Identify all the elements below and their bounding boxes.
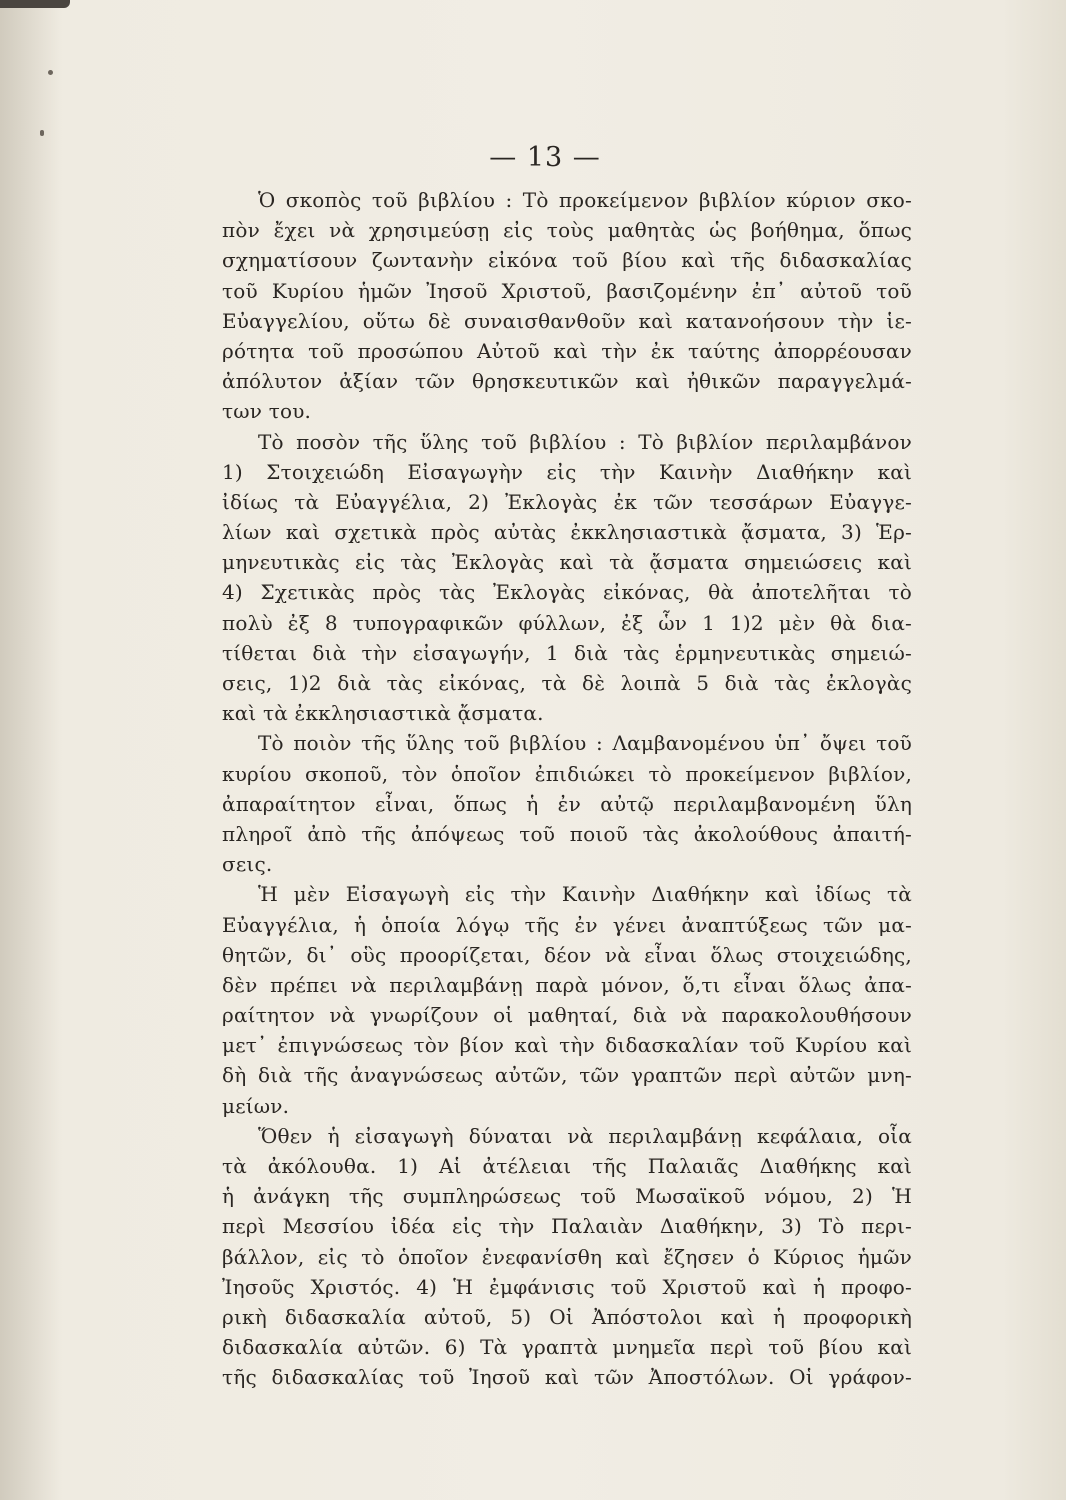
text-line: δὴ διὰ τῆς ἀναγνώσεως αὐτῶν, τῶν γραπτῶν περὶ αὐτῶν μνη- (222, 1063, 912, 1088)
text-line: μηνευτικὰς εἰς τὰς Ἐκλογὰς καὶ τὰ ᾄσματα σημειώσεις καὶ (222, 550, 912, 575)
text-line: τῆς διδασκαλίας τοῦ Ἰησοῦ καὶ τῶν Ἀποστόλων. Οἱ γράφον- (222, 1365, 912, 1390)
text-line: δὲν πρέπει νὰ περιλαμβάνῃ παρὰ μόνον, ὅ,τι εἶναι ὅλως ἀπα- (222, 972, 912, 997)
text-line: Εὐαγγελίου, οὕτω δὲ συναισθανθοῦν καὶ κατανοήσουν τὴν ἱε- (222, 308, 912, 333)
text-line: ἀπαραίτητον εἶναι, ὅπως ἡ ἐν αὐτῷ περιλαμβανομένη ὕλη (222, 791, 912, 816)
page-number: — 13 — (489, 142, 601, 173)
text-line: ἡ ἀνάγκη τῆς συμπληρώσεως τοῦ Μωσαϊκοῦ νόμου, 2) Ἡ (222, 1184, 912, 1209)
text-line: πληροῖ ἀπὸ τῆς ἀπόψεως τοῦ ποιοῦ τὰς ἀκολούθους ἀπαιτή- (222, 821, 912, 846)
text-line: μείων. (222, 1093, 290, 1118)
text-line: Τὸ ποιὸν τῆς ὕλης τοῦ βιβλίου : Λαμβανομένου ὑπ᾽ ὄψει τοῦ (258, 731, 912, 756)
text-line: Εὐαγγέλια, ἡ ὁποία λόγῳ τῆς ἐν γένει ἀναπτύξεως τῶν μα- (222, 912, 912, 937)
text-line: πολὺ ἐξ 8 τυπογραφικῶν φύλλων, ἐξ ὧν 1 1)2 μὲν θὰ δια- (222, 610, 912, 635)
text-line: Ὅθεν ἡ εἰσαγωγὴ δύναται νὰ περιλαμβάνῃ κεφάλαια, οἷα (258, 1123, 912, 1148)
text-line: πὸν ἔχει νὰ χρησιμεύσῃ εἰς τοὺς μαθητὰς ὡς βοήθημα, ὅπως (222, 218, 912, 243)
spine-mark (0, 0, 70, 8)
text-line: Ἰησοῦς Χριστός. 4) Ἡ ἐμφάνισις τοῦ Χριστοῦ καὶ ἡ προφο- (222, 1274, 912, 1299)
text-line: των του. (222, 399, 312, 424)
text-line: καὶ τὰ ἐκκλησιαστικὰ ᾄσματα. (222, 701, 544, 726)
text-line: ρότητα τοῦ προσώπου Αὐτοῦ καὶ τὴν ἐκ ταύτης ἀπορρέουσαν (222, 338, 912, 363)
text-line: Ἡ μὲν Εἰσαγωγὴ εἰς τὴν Καινὴν Διαθήκην καὶ ἰδίως τὰ (258, 882, 912, 907)
text-line: λίων καὶ σχετικὰ πρὸς αὐτὰς ἐκκλησιαστικὰ ᾄσματα, 3) Ἑρ- (222, 520, 912, 545)
text-line: τοῦ Κυρίου ἡμῶν Ἰησοῦ Χριστοῦ, βασιζομένην ἐπ᾽ αὐτοῦ τοῦ (222, 278, 912, 303)
text-line: τίθεται διὰ τὴν εἰσαγωγήν, 1 διὰ τὰς ἑρμηνευτικὰς σημειώ- (222, 640, 912, 665)
paper-speck (48, 70, 53, 75)
text-line: θητῶν, δι᾽ οὓς προορίζεται, δέον νὰ εἶναι ὅλως στοιχειώδης, (222, 942, 912, 967)
text-line: διδασκαλία αὐτῶν. 6) Τὰ γραπτὰ μνημεῖα περὶ τοῦ βίου καὶ (222, 1335, 912, 1360)
text-line: σεις, 1)2 διὰ τὰς εἰκόνας, τὰ δὲ λοιπὰ 5 διὰ τὰς ἐκλογὰς (222, 671, 912, 695)
text-line: 4) Σχετικὰς πρὸς τὰς Ἐκλογὰς εἰκόνας, θὰ ἀποτελῆται τὸ (222, 580, 912, 605)
body-text (222, 185, 912, 1393)
text-line: ραίτητον νὰ γνωρίζουν οἱ μαθηταί, διὰ νὰ παρακολουθήσουν (222, 1003, 912, 1028)
text-line: Ὁ σκοπὸς τοῦ βιβλίου : Τὸ προκείμενον βιβλίον κύριον σκο- (258, 188, 912, 212)
text-line: ἰδίως τὰ Εὐαγγέλια, 2) Ἐκλογὰς ἐκ τῶν τεσσάρων Εὐαγγε- (222, 489, 912, 514)
binding-shadow (0, 0, 60, 1500)
paper-speck (40, 130, 44, 136)
text-line: βάλλον, εἰς τὸ ὁποῖον ἐνεφανίσθη καὶ ἔζησεν ὁ Κύριος ἡμῶν (222, 1244, 912, 1269)
text-line: περὶ Μεσσίου ἰδέα εἰς τὴν Παλαιὰν Διαθήκην, 3) Τὸ περι- (222, 1214, 912, 1239)
text-line: Τὸ ποσὸν τῆς ὕλης τοῦ βιβλίου : Τὸ βιβλίον περιλαμβάνον (258, 429, 912, 454)
text-line: 1) Στοιχειώδη Εἰσαγωγὴν εἰς τὴν Καινὴν Διαθήκην καὶ (222, 459, 912, 484)
text-line: τὰ ἀκόλουθα. 1) Αἱ ἀτέλειαι τῆς Παλαιᾶς Διαθήκης καὶ (222, 1154, 912, 1178)
text-line: ἀπόλυτον ἀξίαν τῶν θρησκευτικῶν καὶ ἠθικῶν παραγγελμά- (222, 369, 912, 394)
text-line: μετ᾽ ἐπιγνώσεως τὸν βίον καὶ τὴν διδασκαλίαν τοῦ Κυρίου καὶ (222, 1033, 912, 1058)
text-line: ρικὴ διδασκαλία αὐτοῦ, 5) Οἱ Ἀπόστολοι καὶ ἡ προφορικὴ (222, 1304, 912, 1329)
text-line: κυρίου σκοποῦ, τὸν ὁποῖον ἐπιδιώκει τὸ προκείμενον βιβλίον, (222, 761, 912, 786)
text-line: σχηματίσουν ζωντανὴν εἰκόνα τοῦ βίου καὶ τῆς διδασκαλίας (222, 248, 912, 273)
text-line: σεις. (222, 852, 273, 877)
